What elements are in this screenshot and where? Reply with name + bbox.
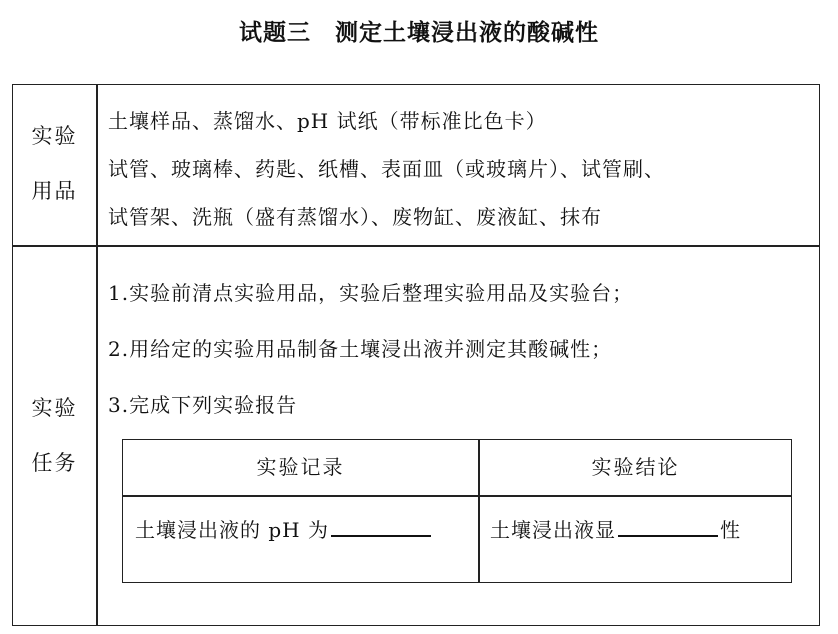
task-line: 1.实验前清点实验用品，实验后整理实验用品及实验台； <box>108 281 634 305</box>
materials-label-line: 实验 <box>31 124 78 148</box>
record-text: 土壤浸出液的 pH 为 <box>135 518 329 542</box>
record-cell <box>135 510 433 550</box>
conclusion-suffix: 性 <box>720 518 741 542</box>
materials-label-line: 用品 <box>31 179 78 203</box>
task-line: 2.用给定的实验用品制备土壤浸出液并测定其酸碱性； <box>108 337 613 361</box>
materials-line: 试管架、洗瓶（盛有蒸馏水）、废物缸、废液缸、抹布 <box>108 205 602 229</box>
report-row-divider <box>123 495 791 497</box>
materials-label <box>13 109 96 219</box>
task-label <box>13 381 96 491</box>
report-header-record: 实验记录 <box>256 455 345 479</box>
task-label-line: 实验 <box>31 396 78 420</box>
row-divider <box>13 245 819 247</box>
task-label-line: 任务 <box>31 451 78 475</box>
report-table <box>122 439 792 583</box>
report-header-conclusion: 实验结论 <box>591 455 680 479</box>
experiment-table <box>12 84 820 626</box>
page-title: 试题三 测定土壤浸出液的酸碱性 <box>239 20 599 46</box>
conclusion-cell <box>490 510 741 550</box>
ph-answer-blank[interactable] <box>331 513 431 537</box>
materials-line: 土壤样品、蒸馏水、pH 试纸（带标准比色卡） <box>108 109 547 133</box>
conclusion-prefix: 土壤浸出液显 <box>490 518 616 542</box>
materials-list <box>108 97 665 241</box>
task-list <box>108 265 633 433</box>
column-divider <box>96 85 98 625</box>
materials-line: 试管、玻璃棒、药匙、纸槽、表面皿（或玻璃片）、试管刷、 <box>108 157 665 181</box>
conclusion-answer-blank[interactable] <box>618 513 718 537</box>
task-line: 3.完成下列实验报告 <box>108 393 298 417</box>
